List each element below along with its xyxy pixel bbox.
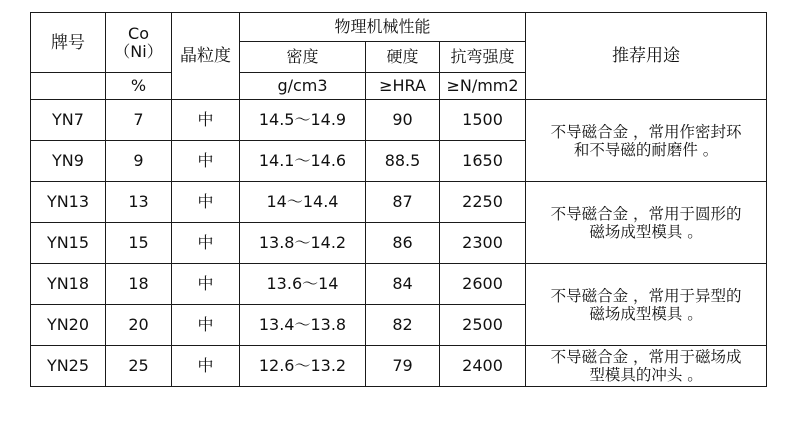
header-hardness-unit: ≥HRA [366,73,440,100]
header-recommended-use: 推荐用途 [526,13,767,100]
cell-density: 13.4～13.8 [240,305,366,346]
cell-density: 12.6～13.2 [240,346,366,387]
table-row [31,264,767,305]
usage-line: 磁场成型模具 。 [589,222,703,241]
cell-cobalt: 9 [106,141,172,182]
table-row [31,182,767,223]
cell-grain: 中 [172,223,240,264]
cell-usage [526,182,767,264]
cell-grade: YN18 [31,264,106,305]
cell-density: 14.1～14.6 [240,141,366,182]
cell-cobalt: 18 [106,264,172,305]
cell-hardness: 90 [366,100,440,141]
cell-density: 13.8～14.2 [240,223,366,264]
cell-grade: YN20 [31,305,106,346]
cell-hardness: 82 [366,305,440,346]
table-row [31,346,767,387]
header-grade: 牌号 [31,13,106,73]
cell-cobalt: 7 [106,100,172,141]
usage-line: 不导磁合金 ，常用于圆形的 [550,204,742,223]
cell-density: 13.6～14 [240,264,366,305]
cell-hardness: 79 [366,346,440,387]
cell-grain: 中 [172,182,240,223]
usage-line: 磁场成型模具 。 [589,304,703,323]
cell-usage [526,100,767,182]
header-density: 密度 [240,42,366,73]
cell-cobalt: 25 [106,346,172,387]
cell-bending: 2300 [440,223,526,264]
cell-density: 14.5～14.9 [240,100,366,141]
cell-cobalt: 15 [106,223,172,264]
cell-hardness: 88.5 [366,141,440,182]
header-bending-unit: ≥N/mm2 [440,73,526,100]
header-grade-unit-blank [31,73,106,100]
header-hardness: 硬度 [366,42,440,73]
cell-hardness: 84 [366,264,440,305]
cell-grain: 中 [172,305,240,346]
usage-line: 不导磁合金 ，常用作密封环 [550,122,742,141]
cell-grade: YN9 [31,141,106,182]
cell-cobalt: 13 [106,182,172,223]
usage-line: 和不导磁的耐磨件 。 [573,140,719,159]
header-row-1 [31,13,767,42]
cell-bending: 1650 [440,141,526,182]
header-mechanical-properties: 物理机械性能 [240,13,526,42]
usage-line: 不导磁合金 ，常用于异型的 [550,286,742,305]
cell-grade: YN7 [31,100,106,141]
cell-usage [526,346,767,387]
header-density-unit: g/cm3 [240,73,366,100]
usage-line: 不导磁合金 ，常用于磁场成 [550,348,742,366]
cell-grade: YN15 [31,223,106,264]
cell-bending: 2250 [440,182,526,223]
header-cobalt-line1: Co [128,23,149,43]
cell-density: 14～14.4 [240,182,366,223]
cell-grade: YN25 [31,346,106,387]
header-grain-size: 晶粒度 [172,13,240,100]
usage-line: 型模具的冲头 。 [589,366,703,384]
cell-hardness: 87 [366,182,440,223]
cell-grain: 中 [172,100,240,141]
cell-grain: 中 [172,264,240,305]
cell-grain: 中 [172,141,240,182]
cell-usage [526,264,767,346]
cell-bending: 2400 [440,346,526,387]
header-cobalt-line2: （Ni） [114,41,163,61]
grade-spec-table [30,12,767,387]
header-cobalt [106,13,172,73]
cell-hardness: 86 [366,223,440,264]
table-row [31,100,767,141]
header-cobalt-unit: % [106,73,172,100]
cell-bending: 2600 [440,264,526,305]
cell-cobalt: 20 [106,305,172,346]
cell-grain: 中 [172,346,240,387]
cell-bending: 1500 [440,100,526,141]
cell-grade: YN13 [31,182,106,223]
cell-bending: 2500 [440,305,526,346]
header-bending-strength: 抗弯强度 [440,42,526,73]
